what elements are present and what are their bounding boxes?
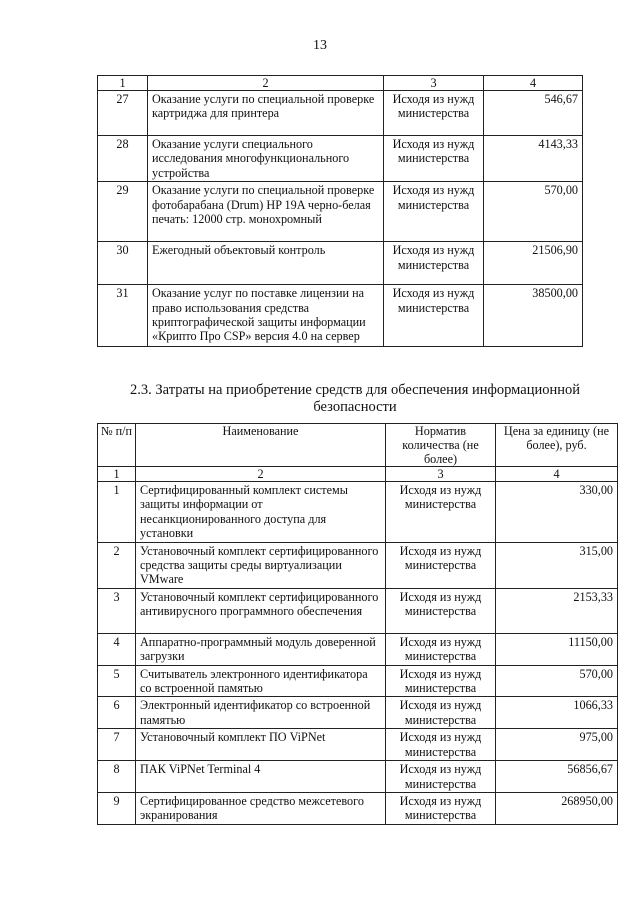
norm-cell: Исходя из нужд министерства	[386, 665, 496, 697]
row-number-cell: 8	[98, 761, 136, 793]
table-row	[98, 633, 618, 665]
item-name-cell: Считыватель электронного идентификатора со встроенной памятью	[136, 665, 386, 697]
item-name-cell: Электронный идентификатор со встроенной памятью	[136, 697, 386, 729]
header-norm-cell: Норматив количества (не более)	[386, 424, 496, 467]
norm-cell: Исходя из нужд министерства	[386, 729, 496, 761]
norm-cell: Исходя из нужд министерства	[386, 588, 496, 633]
price-cell: 570,00	[484, 182, 583, 242]
security-costs-table	[97, 423, 618, 825]
column-number-cell: 1	[98, 467, 136, 482]
item-name-cell: Сертифицированное средство межсетевого экранирования	[136, 792, 386, 824]
item-name-cell: Оказание услуг по поставке лицензии на право использования средства криптографической защиты информации «Крипто Про CSP» версия 4.0 на сервер	[148, 285, 384, 347]
item-name-cell: Установочный комплект сертифицированного антивирусного программного обеспечения	[136, 588, 386, 633]
price-cell: 1066,33	[496, 697, 618, 729]
header-name-cell: Наименование	[136, 424, 386, 467]
price-cell: 315,00	[496, 542, 618, 588]
column-number-cell: 4	[484, 76, 583, 91]
row-number-cell: 28	[98, 136, 148, 182]
price-cell: 2153,33	[496, 588, 618, 633]
row-number-cell: 4	[98, 633, 136, 665]
item-name-cell: Оказание услуги специального исследования многофункционального устройства	[148, 136, 384, 182]
norm-cell: Исходя из нужд министерства	[384, 91, 484, 136]
price-cell: 21506,90	[484, 242, 583, 285]
item-name-cell: Ежегодный объектовый контроль	[148, 242, 384, 285]
column-number-cell: 1	[98, 76, 148, 91]
price-cell: 4143,33	[484, 136, 583, 182]
price-cell: 56856,67	[496, 761, 618, 793]
price-cell: 11150,00	[496, 633, 618, 665]
row-number-cell: 29	[98, 182, 148, 242]
price-cell: 38500,00	[484, 285, 583, 347]
norm-cell: Исходя из нужд министерства	[386, 482, 496, 543]
table-row	[98, 761, 618, 793]
row-number-cell: 5	[98, 665, 136, 697]
price-cell: 268950,00	[496, 792, 618, 824]
row-number-cell: 30	[98, 242, 148, 285]
column-number-cell: 3	[386, 467, 496, 482]
page-number: 13	[313, 38, 327, 53]
row-number-cell: 9	[98, 792, 136, 824]
norm-cell: Исходя из нужд министерства	[386, 697, 496, 729]
row-number-cell: 27	[98, 91, 148, 136]
table-header-row	[98, 424, 618, 467]
row-number-cell: 1	[98, 482, 136, 543]
norm-cell: Исходя из нужд министерства	[386, 542, 496, 588]
header-price-cell: Цена за единицу (не более), руб.	[496, 424, 618, 467]
table-row	[98, 136, 583, 182]
table-row	[98, 242, 583, 285]
row-number-cell: 6	[98, 697, 136, 729]
row-number-cell: 3	[98, 588, 136, 633]
column-numbers-row	[98, 467, 618, 482]
norm-cell: Исходя из нужд министерства	[384, 242, 484, 285]
table-row	[98, 729, 618, 761]
item-name-cell: Оказание услуги по специальной проверке картриджа для принтера	[148, 91, 384, 136]
norm-cell: Исходя из нужд министерства	[386, 633, 496, 665]
row-number-cell: 31	[98, 285, 148, 347]
item-name-cell: Сертифицированный комплект системы защиты информации от несанкционированного доступа для установки	[136, 482, 386, 543]
continuation-table	[97, 75, 583, 347]
section-title: 2.3. Затраты на приобретение средств для обеспечения информационной безопасности	[130, 382, 580, 415]
column-number-cell: 2	[136, 467, 386, 482]
item-name-cell: Установочный комплект ПО ViPNet	[136, 729, 386, 761]
price-cell: 330,00	[496, 482, 618, 543]
table-row	[98, 285, 583, 347]
table-row	[98, 588, 618, 633]
norm-cell: Исходя из нужд министерства	[386, 761, 496, 793]
table-row	[98, 182, 583, 242]
norm-cell: Исходя из нужд министерства	[384, 136, 484, 182]
item-name-cell: Оказание услуги по специальной проверке фотобарабана (Drum) HP 19A черно-белая печать: 12000 стр. монохромный	[148, 182, 384, 242]
price-cell: 570,00	[496, 665, 618, 697]
table-row	[98, 697, 618, 729]
table-row	[98, 91, 583, 136]
table-header-row	[98, 76, 583, 91]
item-name-cell: Установочный комплект сертифицированного средства защиты среды виртуализации VMware	[136, 542, 386, 588]
column-number-cell: 4	[496, 467, 618, 482]
norm-cell: Исходя из нужд министерства	[384, 182, 484, 242]
norm-cell: Исходя из нужд министерства	[386, 792, 496, 824]
table-row	[98, 542, 618, 588]
row-number-cell: 2	[98, 542, 136, 588]
item-name-cell: Аппаратно-программный модуль доверенной загрузки	[136, 633, 386, 665]
column-number-cell: 2	[148, 76, 384, 91]
item-name-cell: ПАК ViPNet Terminal 4	[136, 761, 386, 793]
price-cell: 975,00	[496, 729, 618, 761]
header-num-cell: № п/п	[98, 424, 136, 467]
price-cell: 546,67	[484, 91, 583, 136]
row-number-cell: 7	[98, 729, 136, 761]
norm-cell: Исходя из нужд министерства	[384, 285, 484, 347]
table-row	[98, 482, 618, 543]
table-row	[98, 792, 618, 824]
table-row	[98, 665, 618, 697]
column-number-cell: 3	[384, 76, 484, 91]
